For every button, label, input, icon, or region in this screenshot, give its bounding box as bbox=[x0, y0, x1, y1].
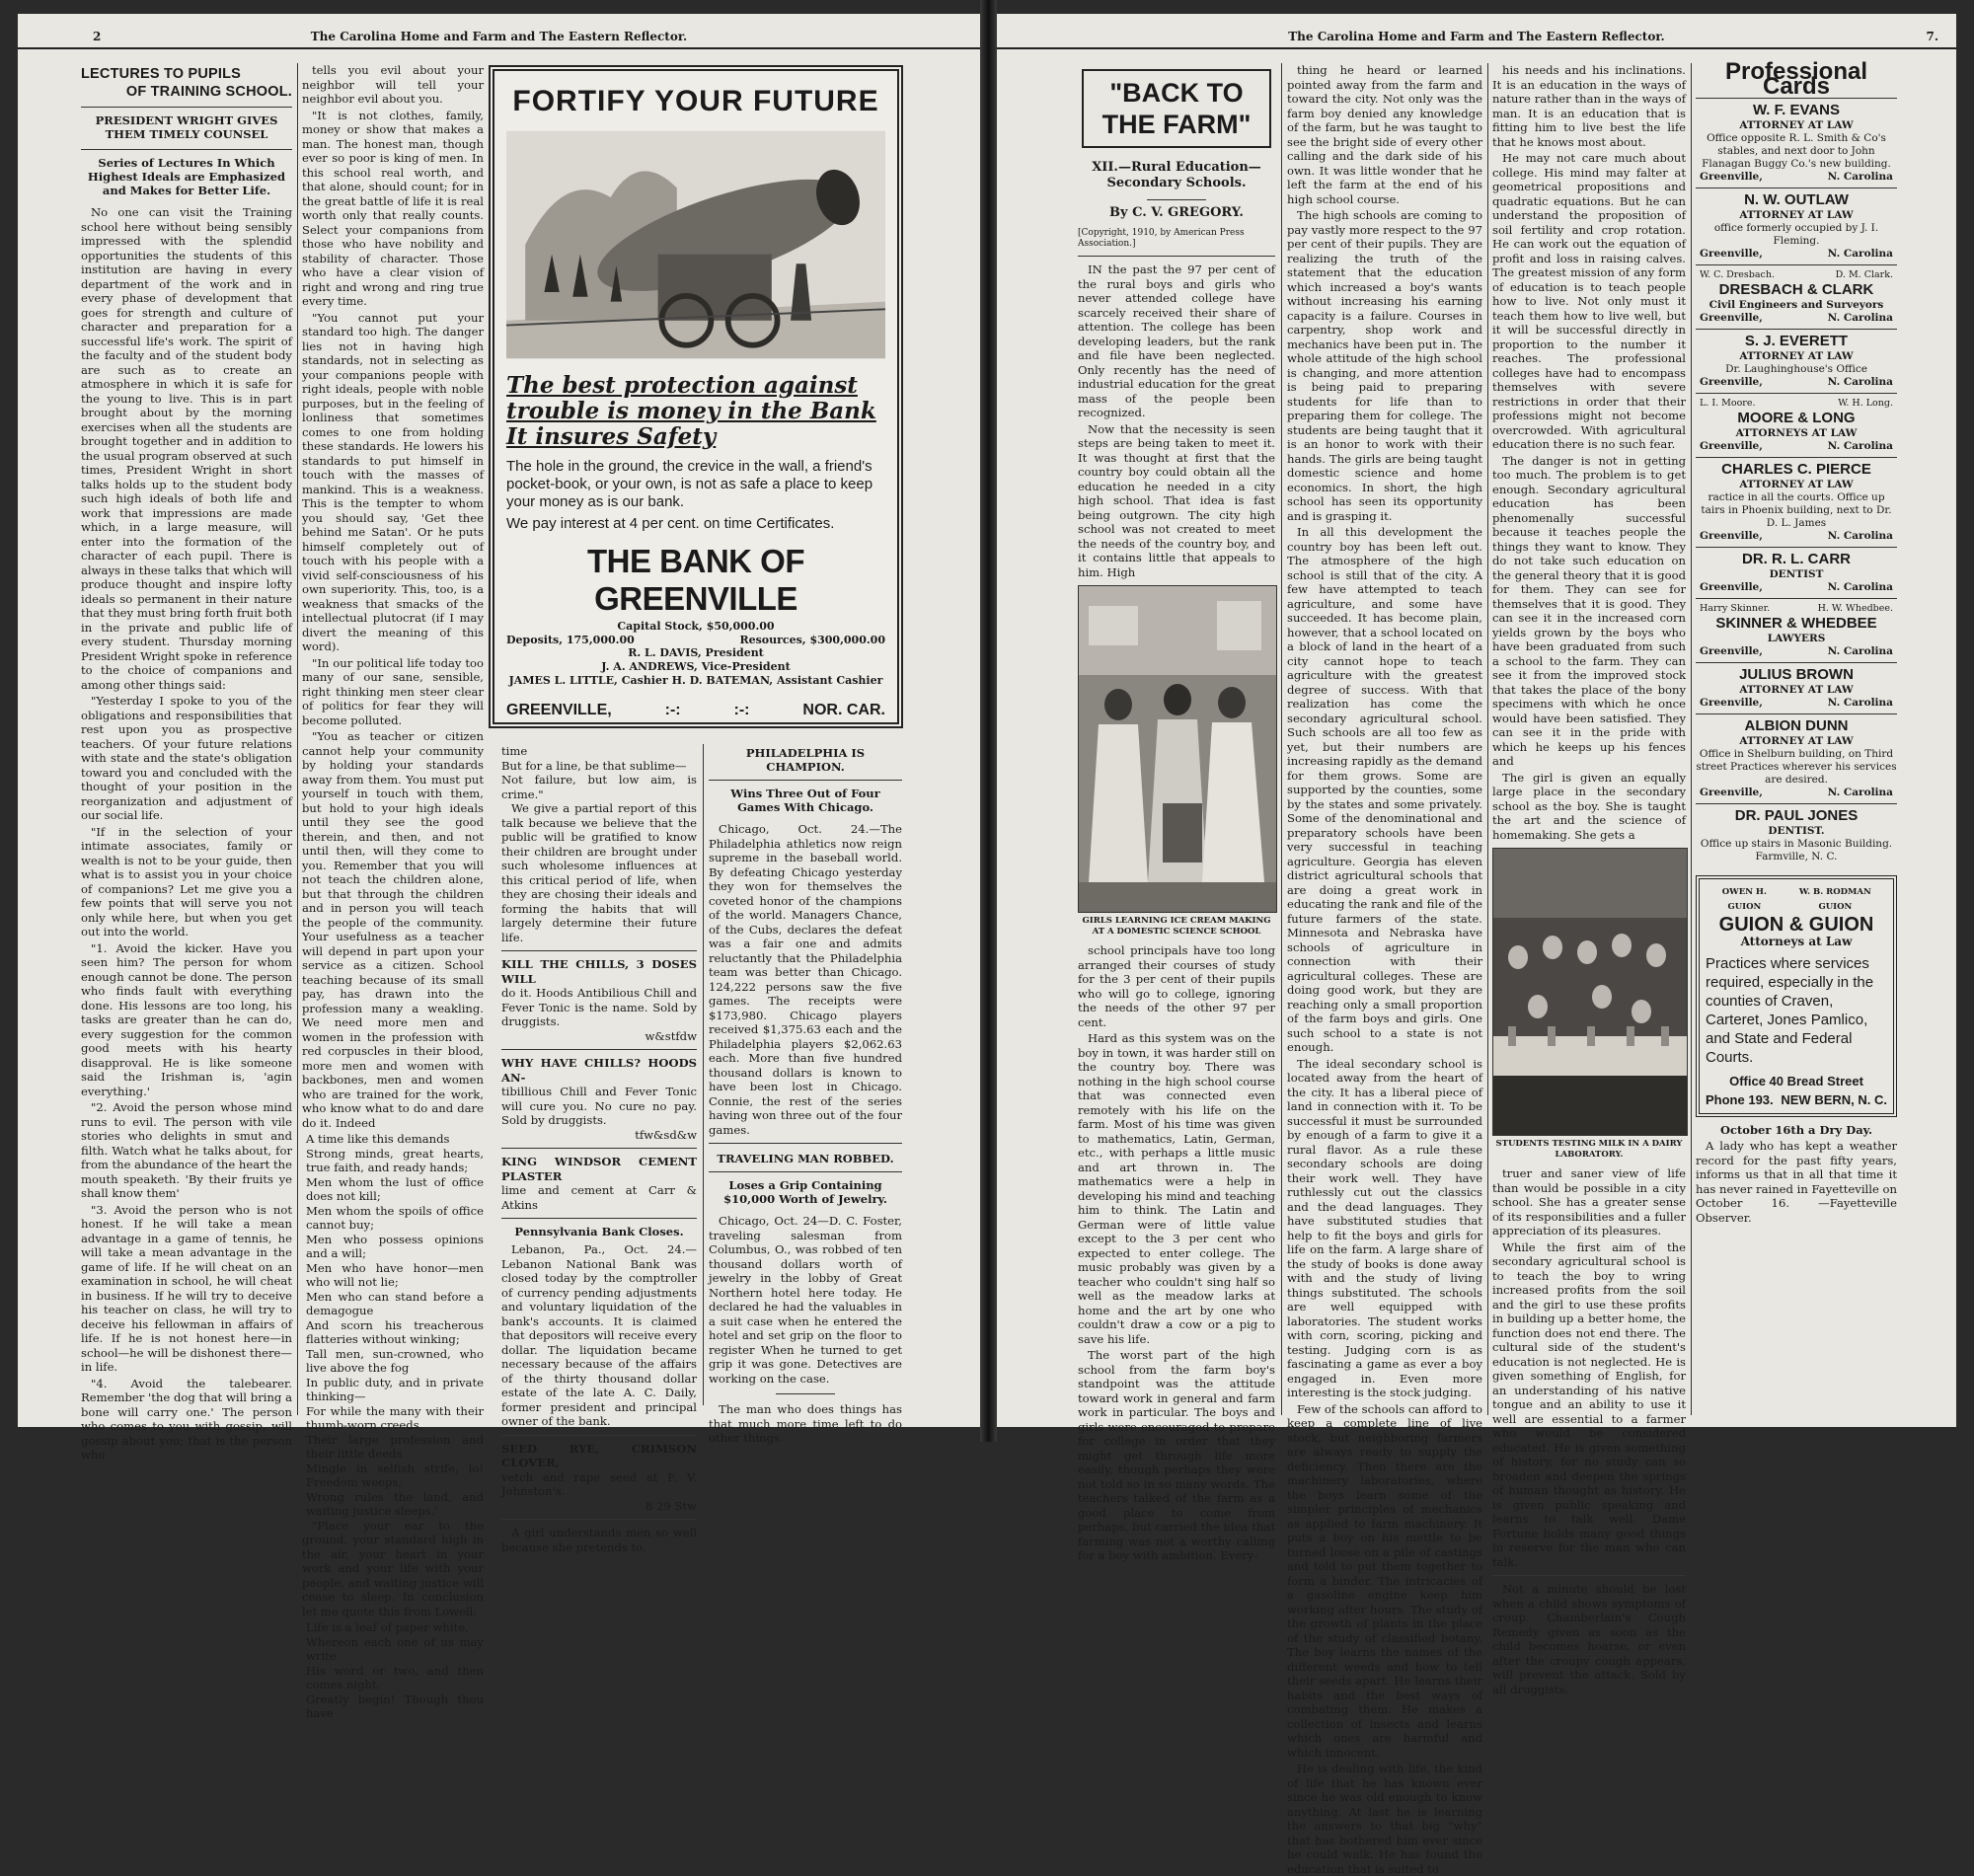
card-state: N. Carolina bbox=[1827, 312, 1893, 324]
lectures-paragraph: "4. Avoid the talebearer. Remember 'the dog that will bring a bone will carry one.' The person who comes to you with gossip, will gossip about you; that is the person who bbox=[81, 1376, 292, 1462]
card-body: Office up stairs in Masonic Building. Farmville, N. C. bbox=[1700, 838, 1893, 863]
farm-title-line-2: THE FARM" bbox=[1101, 110, 1252, 139]
ad-body: tibillious Chill and Fever Tonic will cure you. No cure no pay. Sold by druggists. bbox=[501, 1085, 697, 1127]
right-running-header bbox=[997, 26, 1956, 49]
guion-body: Practices where services required, especially in the counties of Craven, Carteret, Jones Pamlico, and State and Federal Courts. bbox=[1706, 955, 1874, 1066]
farm-paragraph: While the first aim of the secondary agricultural school is to teach the boy to wring increased profits from the soil and the girl to use these profits in building up a better home, the function does not end there. The cultural side of the student's education is not neglected. He is given something of English, for an understanding of his native tongue and an ability to use it well are essential to a farmer who would be considered educated. He is given something of history, for no study can so broaden and deepen the springs of human thought as history. He is given public speaking and learns to talk well. Dame Fortune holds many good things in reserve for the man who can talk. bbox=[1492, 1239, 1686, 1569]
poem-line: And scorn his treacherous flatteries without winking; bbox=[306, 1317, 484, 1346]
card-town: Greenville, bbox=[1700, 697, 1763, 709]
card-state: N. Carolina bbox=[1827, 645, 1893, 657]
guion-phone: Phone 193. bbox=[1706, 1091, 1774, 1107]
card-state: N. Carolina bbox=[1827, 530, 1893, 542]
card-body: office formerly occupied by J. I. Fleming. bbox=[1713, 222, 1879, 247]
news-column-4 bbox=[709, 744, 902, 1445]
farm-paragraph: his needs and his inclinations. It is an education in the ways of nature rather than in the ways of man. It is an education that is fitting him to live best the life that he knows most about. bbox=[1492, 63, 1686, 149]
poem-line: Men who can stand before a demagogue bbox=[306, 1289, 484, 1317]
news-dek: Loses a Grip Containing $10,000 Worth of Jewelry. bbox=[723, 1178, 887, 1206]
card-profession: ATTORNEY AT LAW bbox=[1739, 119, 1854, 131]
lectures-paragraph: "You as teacher or citizen cannot help your community by holding your standards away from them. You must put yourself in touch with them, but hold to your high ideals until they see the good therein, and then, and not until then, will they come to you. Remember that you will not teach the children alone, but that through the children and in person you will teach the people of the community. Your usefulness as a teacher will depend in part upon your service as a citizen. School teaching because of its small pay, has drawn into the profession many a weakling. We need more men and women in the profession with red corpuscles in their blood, more men and women with backbones, men and women who are trained for the work, who know what to do and dare do it. Indeed bbox=[302, 729, 484, 1130]
left-page-number: 2 bbox=[93, 30, 102, 43]
bank-vice-president: J. A. ANDREWS, Vice-President bbox=[601, 660, 791, 673]
bank-cashiers: JAMES L. LITTLE, Cashier H. D. BATEMAN, Assistant Cashier bbox=[508, 674, 883, 687]
news-headline: Pennsylvania Bank Closes. bbox=[514, 1225, 684, 1238]
poem-line: Tall men, sun-crowned, who live above the fog bbox=[306, 1346, 484, 1375]
card-state: N. Carolina bbox=[1827, 697, 1893, 709]
ad-body: lime and cement at Carr & Atkins bbox=[501, 1183, 697, 1212]
farm-paragraph: The high schools are coming to pay vastly more respect to the 97 per cent of their pupils. They are realizing the truth of the statement that the education which increased a boy's wants without increasing his earning capacity is a failure. Courses in carpentry, shop work and mechanics have been put in. The whole attitude of the high school is changing, and more attention is being paid to preparing students for life than to preparing them for college. The students are being taught that it is an honor to work with their hands. The girls are being taught domestic science and home economics. In short, the high school has seen its opportunity and is grasping it. bbox=[1287, 208, 1482, 523]
card-name: JULIUS BROWN bbox=[1739, 666, 1854, 683]
card-albion-dunn bbox=[1696, 713, 1897, 803]
farm-copyright: [Copyright, 1910, by American Press Association.] bbox=[1078, 228, 1245, 249]
lectures-paragraph: We give a partial report of this talk because we believe that the public will be gratified to know their children are brought under such wholesome influences at this critical period of life, when they are chosing their ideals and forming the habits that will largely determine their future life. bbox=[501, 801, 697, 944]
card-state: N. Carolina bbox=[1827, 581, 1893, 593]
farm-byline: By C. V. GREGORY. bbox=[1109, 205, 1244, 220]
card-partner: Harry Skinner. bbox=[1700, 603, 1771, 614]
dry-day-paragraph: A lady who has kept a weather record for the past fifty years, informs us that in all that time it has never rained in Fayetteville on October 16. —Fayetteville Observer. bbox=[1696, 1139, 1897, 1225]
card-state: N. Carolina bbox=[1827, 171, 1893, 183]
card-profession: DENTIST. bbox=[1768, 825, 1825, 837]
poem-line: Life is a leaf of paper white, bbox=[306, 1620, 469, 1634]
lectures-paragraph: "2. Avoid the person whose mind runs to evil. The person with vile stories who delights in smut and filth. Watch what he talks about, for from the abundance of the heart the mouth speaketh. 'By their fruits ye shall know them' bbox=[81, 1100, 293, 1200]
news-paragraph: Lebanon, Pa., Oct. 24.—Lebanon National Bank was closed today by the comptroller of currency pending adjustments and voluntary liquidation of the bank's accounts. It is claimed that depositors will receive every dollar. The liquidation became necessary because of the affairs of the thirty thousand dollar estate of the late A. C. Daily, former president and principal owner of the bank. bbox=[501, 1242, 697, 1428]
card-profession: ATTORNEYS AT LAW bbox=[1735, 427, 1858, 439]
poem-line: Men whom the lust of office does not kill; bbox=[306, 1174, 484, 1203]
poem-line: Wrong rules the land, and waiting justice sleeps.' bbox=[306, 1489, 484, 1518]
card-body: Office in Shelburn building, on Third street Practices wherever his services are desired. bbox=[1696, 748, 1897, 786]
card-profession: ATTORNEY AT LAW bbox=[1739, 479, 1854, 490]
news-dek: Wins Three Out of Four Games With Chicago. bbox=[730, 787, 880, 814]
news-headline: PHILADELPHIA IS CHAMPION. bbox=[745, 746, 866, 774]
poem-line: Whereon each one of us may write bbox=[306, 1634, 484, 1663]
poem-line: Men whom the spoils of office cannot buy; bbox=[306, 1203, 484, 1232]
card-skinner-whedbee bbox=[1696, 598, 1897, 662]
card-partner: D. M. Clark. bbox=[1835, 269, 1893, 280]
card-paul-jones bbox=[1696, 803, 1897, 867]
farm-column-3 bbox=[1492, 63, 1686, 1696]
card-moore-long bbox=[1696, 393, 1897, 457]
left-newspaper-page bbox=[18, 14, 980, 1720]
card-town: Greenville, bbox=[1700, 787, 1763, 798]
ad-code: tfw&sd&w bbox=[635, 1127, 697, 1142]
card-name: ALBION DUNN bbox=[1744, 717, 1849, 734]
poem-line: Not failure, but low aim, is crime." bbox=[501, 773, 697, 801]
left-running-header bbox=[18, 26, 980, 49]
card-pierce bbox=[1696, 457, 1897, 547]
lectures-paragraph: "In our political life today too many of our sane, sensible, right thinking men steer clear of politics for fear they will become polluted. bbox=[302, 655, 484, 727]
lectures-paragraph: tells you evil about your neighbor will tell your neighbor evil about you. bbox=[302, 63, 484, 106]
lectures-dek: Series of Lectures In Which Highest Ideals are Emphasized and Makes for Better Life. bbox=[87, 156, 286, 197]
card-partner: W. C. Dresbach. bbox=[1700, 269, 1775, 280]
dairy-laboratory-photo bbox=[1492, 848, 1688, 1136]
lectures-subhead: PRESIDENT WRIGHT GIVES THEM TIMELY COUNSEL bbox=[95, 113, 278, 141]
card-name: CHARLES C. PIERCE bbox=[1721, 461, 1871, 478]
farm-column-2 bbox=[1287, 63, 1482, 1876]
farm-paragraph: The danger is not in getting too much. The problem is to get enough. Secondary agricultural education has been phenomenally successful because it teaches people the things they want to know. They do not take such education on the general theory that it is good for them. They can see for themselves that it is good. They can see it in the increased corn yields grown by the boys who have been graduated from such a school to the farm. They can see it from the improved stock that takes the place of the bony specimens with which he once would have been satisfied. They can see it in the pride with which he keeps up his fences and bbox=[1492, 453, 1686, 768]
bank-state: NOR. CAR. bbox=[802, 702, 885, 718]
poem-line: time bbox=[501, 744, 528, 758]
card-profession: ATTORNEY AT LAW bbox=[1739, 735, 1854, 747]
card-profession: LAWYERS bbox=[1767, 633, 1826, 644]
professional-cards-title: Professional Cards bbox=[1724, 58, 1868, 100]
bank-ad-slogan: The best protection against trouble is money in the Bank It insures Safety bbox=[506, 372, 876, 450]
card-partner: L. I. Moore. bbox=[1700, 398, 1756, 409]
bank-ad-interest: We pay interest at 4 per cent. on time Certificates. bbox=[506, 515, 835, 532]
poem-line: Their large profession and their little deeds bbox=[306, 1432, 484, 1461]
card-profession: Civil Engineers and Surveyors bbox=[1708, 299, 1884, 311]
news-headline: TRAVELING MAN ROBBED. bbox=[717, 1152, 894, 1165]
news-paragraph: Chicago, Oct. 24—D. C. Foster, traveling salesman from Columbus, O., was robbed of ten thousand dollars worth of jewelry in the lobby of Great Northern hotel here today. He declared he had the valuables in a suit case when he entered the hotel and set grip on the floor to register When he turned to get grip it was gone. Detectives are working on the case. bbox=[709, 1214, 902, 1386]
card-town: Greenville, bbox=[1700, 171, 1763, 183]
bank-of-greenville-ad bbox=[489, 65, 903, 728]
card-profession: DENTIST bbox=[1769, 568, 1824, 580]
card-partner: W. H. Long. bbox=[1838, 398, 1893, 409]
farm-paragraph: Few of the schools can afford to keep a complete line of live stock, but neighboring farmers are always ready to supply the deficiency. Then there are the machinery laboratories, where the boys learn some of the simpler principles of mechanics as applied to farm machinery. It puts a boy on his mettle to be turned loose on a pile of castings and told to put them together to form a binder. The intricacies of a gasoline engine keep him working after hours. The study of the growth of plants in the place of the study of classified botany. The boy learns the names of the different weeds and how to tell their seeds apart. He learns their habits and the best ways of combating them. He makes a collection of insects and learns which ones are harmful and which innocent. bbox=[1287, 1401, 1482, 1760]
guion-subtitle: Attorneys at Law bbox=[1740, 934, 1853, 948]
card-everett bbox=[1696, 329, 1897, 393]
lectures-paragraph: "Place your ear to the ground, your standard high in the air, your heart in your work and your life with your people, and waiting justice will cease to sleep. In conclusion let me quote this from Lowell: bbox=[302, 1518, 484, 1618]
bank-separator: :-: bbox=[664, 702, 681, 718]
card-state: N. Carolina bbox=[1827, 248, 1893, 260]
bank-deposits: Deposits, 175,000.00 bbox=[506, 634, 635, 646]
lectures-headline-2: OF TRAINING SCHOOL. bbox=[125, 84, 292, 100]
ad-body: vetch and rape seed at F. V. Johnston's. bbox=[501, 1469, 697, 1498]
poem-line: Strong minds, great hearts, true faith, and ready hands; bbox=[306, 1146, 484, 1174]
photo-caption: GIRLS LEARNING ICE CREAM MAKING AT A DOMESTIC SCIENCE SCHOOL bbox=[1082, 916, 1271, 937]
card-profession: ATTORNEY AT LAW bbox=[1739, 684, 1854, 696]
farm-paragraph: thing he heard or learned pointed away from the farm and toward the city. Not only was the farm boy denied any knowledge of the farm, but he was taught to see the bright side of every other calling and the dark side of his own. It was little wonder that he left the farm at the end of his high school course. bbox=[1287, 63, 1482, 206]
poem-line: Men who possess opinions and a will; bbox=[306, 1232, 484, 1260]
left-running-title: The Carolina Home and Farm and The Eastern Reflector. bbox=[310, 30, 688, 43]
farm-paragraph: truer and saner view of life than would be possible in a city school. She has a greater sense of its responsibilities and a fuller appreciation of its pleasures. bbox=[1492, 1166, 1686, 1238]
poem-line: Men who have honor—men who will not lie; bbox=[306, 1260, 484, 1289]
guion-city: NEW BERN, N. C. bbox=[1781, 1091, 1887, 1107]
lectures-headline-1: LECTURES TO PUPILS bbox=[81, 66, 242, 82]
card-dresbach-clark bbox=[1696, 264, 1897, 329]
card-town: Greenville, bbox=[1700, 248, 1763, 260]
back-to-the-farm-title bbox=[1082, 69, 1271, 148]
poem-line: Greatly begin! Though thou have bbox=[306, 1691, 484, 1720]
right-running-title: The Carolina Home and Farm and The Eastern Reflector. bbox=[1288, 30, 1665, 43]
bank-ad-body: The hole in the ground, the crevice in the wall, a friend's pocket-book, or your own, is not as safe a place to keep your money as is our bank. bbox=[506, 458, 873, 510]
card-carr bbox=[1696, 547, 1897, 598]
farm-paragraph: He is dealing with life, the kind of life that he has known ever since he was old enough to know anything. At last he is learning the answers to that big "why" that has bothered him ever since he could walk. He has found the education that is suited to bbox=[1287, 1762, 1482, 1876]
guion-and-guion-ad bbox=[1696, 875, 1897, 1117]
card-julius-brown bbox=[1696, 662, 1897, 713]
card-outlaw bbox=[1696, 188, 1897, 264]
filler-paragraph: The man who does things has that much more time left to do other things. bbox=[709, 1402, 902, 1445]
bank-resources: Resources, $300,000.00 bbox=[739, 634, 885, 646]
lectures-column-2 bbox=[302, 63, 484, 1720]
poem-line: Mingle in selfish strife, lo! Freedom weeps, bbox=[306, 1461, 484, 1489]
guion-partner: W. B. RODMAN GUION bbox=[1798, 887, 1871, 912]
ad-headline: KILL THE CHILLS, 3 DOSES WILL bbox=[501, 957, 697, 986]
card-name: MOORE & LONG bbox=[1737, 410, 1856, 426]
ad-headline: SEED RYE, CRIMSON CLOVER, bbox=[501, 1441, 697, 1469]
card-town: Greenville, bbox=[1700, 645, 1763, 657]
bank-ad-title: FORTIFY YOUR FUTURE bbox=[512, 85, 879, 117]
lectures-paragraph: No one can visit the Training school here without being sensibly impressed with the splendid opportunities the students of this institution are having in every department of the work and in every phase of development that goes for strength and culture of character and preparation for a successful life's work. The spirit of the faculty and of the student body are such as to create an atmosphere in which it is safe for the young to live. This is in part brought about by the morning exercises when all the students are brought together and in addition to the usual program observed at such times, President Wright in short talks holds up to the student body such high ideals of both life and work that impressions are made which, in a large measure, will enter into the formation of the character of each pupil. There is always in these talks that which will produce thought and inspire lofty ideals so permanent in their nature that they must bring forth fruit both in the private and public life of every student. Thursday morning President Wright spoke in reference to the choice of companions and among other things said: bbox=[81, 205, 292, 692]
lectures-column-1 bbox=[81, 63, 293, 1462]
page-gutter bbox=[980, 0, 997, 1442]
card-town: Greenville, bbox=[1700, 530, 1763, 542]
card-name: DR. PAUL JONES bbox=[1734, 807, 1859, 824]
poem-line: But for a line, be that sublime— bbox=[501, 758, 687, 773]
lectures-paragraph: "1. Avoid the kicker. Have you seen him? The person for whom enough cannot be done. The person who finds fault with everything done. His lessons are too long, his tasks are greater than he can do, every suggestion for the common good meets with his hearty disapproval. He is like someone said the Irishman is, 'agin everything.' bbox=[81, 940, 292, 1098]
card-town: Greenville, bbox=[1700, 376, 1763, 388]
bank-president: R. L. DAVIS, President bbox=[628, 646, 764, 659]
farm-paragraph: The ideal secondary school is located away from the heart of the city. It has a liberal piece of land in connection with it. To be successful it must be surrounded by enough of a farm to give it a rural flavor. As a rule these secondary schools are doing their work well. They have ruthlessly cut out the classics and the dead languages. They have substituted studies that help to fit the boys and girls for life on the farm. A large share of the study of books is done away with and the study of living things substituted. The schools are well equipped with laboratories. The student works with corn, scoring, picking and testing. Judging corn is as fascinating a game as ever a boy engaged in. Even more interesting is the stock judging. bbox=[1287, 1056, 1482, 1399]
card-name: W. F. EVANS bbox=[1752, 102, 1841, 118]
farm-column-1 bbox=[1078, 63, 1275, 1562]
lectures-paragraph: "Yesterday I spoke to you of the obligations and responsibilities that rest upon you as prospective teachers. Of your future relations with state and the state's obligation toward you and concluded with the thought of your position in the reorganization and adjustment of our social life. bbox=[81, 694, 292, 822]
guion-office: Office 40 Bread Street bbox=[1729, 1074, 1863, 1088]
card-evans bbox=[1696, 98, 1897, 188]
bank-city: GREENVILLE, bbox=[506, 702, 612, 718]
card-body: Dr. Laughinghouse's Office bbox=[1725, 363, 1867, 375]
farm-paragraph: Hard as this system was on the boy in town, it was harder still on the country boy. There was nothing in the high school course that was connected even remotely with his life on the farm. Most of his time was given to mathematics, Latin, German, etc., with perhaps a little music and art thrown in. The mathematics were a help in developing his mind and teaching him to think. The Latin and German were of little value except to the 3 per cent who expected to enter college. The music probably was given by a teacher who couldn't sing half so well as the meadow larks at home and the art by one who couldn't draw a cow or a pig to save his life. bbox=[1078, 1031, 1275, 1346]
ice-cream-photo bbox=[1078, 585, 1277, 913]
photo-caption: STUDENTS TESTING MILK IN A DAIRY LABORATORY. bbox=[1495, 1139, 1683, 1160]
guion-partner: OWEN H. GUION bbox=[1721, 887, 1767, 912]
lectures-paragraph: "If in the selection of your intimate associates, family or wealth is not to be your guide, then what is to assist you in your choice of companions? Let me give you a few points that will serve you not only while here, but when you get out into the world. bbox=[81, 824, 292, 938]
ad-headline: WHY HAVE CHILLS? HOODS AN- bbox=[501, 1056, 697, 1085]
card-town: Greenville, bbox=[1700, 581, 1763, 593]
card-name: DRESBACH & CLARK bbox=[1718, 281, 1874, 298]
bank-separator: :-: bbox=[733, 702, 750, 718]
filler-paragraph: A girl understands men so well because she pretends to. bbox=[501, 1526, 697, 1554]
right-page-number: 7. bbox=[1926, 30, 1938, 43]
farm-paragraph: school principals have too long arranged their courses of study for the 3 per cent of their pupils who will go to college, ignoring the needs of the other 97 per cent. bbox=[1078, 943, 1275, 1029]
ad-code: w&stfdw bbox=[645, 1028, 697, 1043]
poem-line: For while the many with their thumb-worn creeds, bbox=[306, 1403, 484, 1432]
fortress-cannon-illustration bbox=[506, 126, 885, 363]
farm-paragraph: IN the past the 97 per cent of the rural boys and girls who never attended college have scarcely received their share of attention. The college has been developing leaders, but the rank and file have been neglected. Only recently has the need of industrial education for the great mass of the people been recognized. bbox=[1078, 263, 1275, 419]
right-newspaper-page bbox=[997, 14, 1956, 1876]
card-state: N. Carolina bbox=[1827, 440, 1893, 452]
card-body: Office opposite R. L. Smith & Co's stables, and next door to John Flanagan Buggy Co.'s new building. bbox=[1702, 132, 1891, 170]
card-state: N. Carolina bbox=[1827, 376, 1893, 388]
farm-subtitle: XII.—Rural Education—Secondary Schools. bbox=[1092, 160, 1261, 190]
card-partner: H. W. Whedbee. bbox=[1817, 603, 1893, 614]
dry-day-headline: October 16th a Dry Day. bbox=[1719, 1123, 1873, 1137]
ad-headline: KING WINDSOR CEMENT PLASTER bbox=[501, 1155, 697, 1183]
farm-paragraph: He may not care much about college. His mind may falter at geometrical propositions and quadratic equations. But he can understand the proposition of soil fertility and crop rotation. He can work out the equation of profit and loss in raising calves. The greatest mission of any form of education is to teach people how to live. Not only must it teach them how to live well, but it will be successful directly in proportion to the number it reaches. The professional colleges have had to encompass themselves with severe restrictions in order that their professions might not become overcrowded. With agricultural education there is no such fear. bbox=[1492, 151, 1686, 451]
news-paragraph: Chicago, Oct. 24.—The Philadelphia athletics now reign supreme in the baseball world. By defeating Chicago yesterday they won for themselves the coveted honor of the champions of the world. Managers Chance, of the Cubs, declares the defeat was a fair one and admits reluctantly that the Philadelphia team was better than Chicago. 124,222 persons saw the five games. The receipts were $173,980. Chicago players received $1,375.63 each and the Philadelphia players $2,062.63 each. More than five hundred thousand dollars is known to have been lost in Chicago. Connie, the rest of the series having won three out of the four games. bbox=[709, 822, 902, 1137]
farm-paragraph: The girl is given an equally large place in the secondary school as the boy. She is taught the art and the science of homemaking. She gets a bbox=[1492, 770, 1686, 842]
card-body: ractice in all the courts. Office up tairs in Phoenix building, next to Dr. D. L. James bbox=[1701, 491, 1892, 529]
farm-paragraph: Now that the necessity is seen steps are being taken to meet it. It was thought at first that the country boy could obtain all the education he needed in a city high school. That idea is fast being outgrown. The city high school was not created to meet the needs of the country boy, and it contains little that appeals to him. High bbox=[1078, 421, 1275, 579]
card-name: N. W. OUTLAW bbox=[1744, 191, 1849, 208]
card-town: Greenville, bbox=[1700, 312, 1763, 324]
card-name: DR. R. L. CARR bbox=[1742, 551, 1851, 567]
poem-line: A time like this demands bbox=[306, 1132, 450, 1146]
poem-line: His word or two, and then comes night. bbox=[306, 1663, 484, 1691]
croup-remedy-paragraph: Not a minute should be lost when a child shows symptoms of croup. Chamberlain's Cough Remedy given as soon as the child becomes hoarse, or even after the croupy cough appears, will prevent the attack. Sold by all druggists. bbox=[1492, 1582, 1686, 1696]
poem-line: In public duty, and in private thinking— bbox=[306, 1375, 484, 1403]
card-name: S. J. EVERETT bbox=[1744, 333, 1849, 349]
ad-code: 8 29 Stw bbox=[645, 1498, 697, 1513]
card-profession: ATTORNEY AT LAW bbox=[1739, 209, 1854, 221]
farm-paragraph: In all this development the country boy has been left out. The atmosphere of the high school is still that of the city. A few have attempted to teach agriculture, and some have succeeded. It has become plain, however, that a school located on a block of land in the heart of a city cannot hope to teach agriculture with the greatest degree of success. With that realization has come the secondary agricultural school. Such schools are all too few as yet, but their numbers are increasing rapidly as the demand for them grows. Some are supported by the counties, some by the states and some privately. Some of the denominational and preparatory schools have been very successful in teaching agriculture. Georgia has eleven district agricultural schools that are doing a great work in educating the rank and file of the future farmers of the state. Minnesota and Nebraska have schools of agriculture in connection with their agricultural colleges. These are doing good work, but they are reaching only a small proportion of the farm boys and girls. One such school to a state is not enough. bbox=[1287, 525, 1482, 1054]
bank-capital: Capital Stock, $50,000.00 bbox=[617, 620, 775, 633]
lectures-paragraph: "You cannot put your standard too high. The danger lies not in having high standards, not in selecting as your companions people with right ideals, people with noble purposes, but in the feeling of lonliness that sometimes comes to one from holding these standards. He lowers his standards to put himself in touch with the masses of mankind. This is a weakness. This is the tempter to whom you should say, 'Get thee behind me Satan'. Or he puts himself completely out of touch with his people with a vivid self-consciousness of his own superiority. This, too, is a weakness that smacks of the intellectual plutocrat (if I may divert the meaning of this word). bbox=[302, 310, 484, 653]
card-town: Greenville, bbox=[1700, 440, 1763, 452]
card-state: N. Carolina bbox=[1827, 787, 1893, 798]
card-name: SKINNER & WHEDBEE bbox=[1715, 615, 1877, 632]
lectures-paragraph: "3. Avoid the person who is not honest. If he will take a mean advantage in a game of tennis, he will take a mean advantage in the game of life. If he will cheat on an examination in school, he will cheat in business. If he will try to deceive his teacher on class, he will try to deceive his fellowman in affairs of life. If he is not honest here—in school—he will be dishonest there—in life. bbox=[81, 1202, 292, 1374]
guion-title: GUION & GUION bbox=[1718, 914, 1874, 936]
lectures-paragraph: "It is not clothes, family, money or show that makes a man. The honest man, though ever so poor is king of men. In this school real worth, and that alone, should count; for in the great battle of life it is real worth only that really counts. Select your companions from those who have nobility and stability of character. Those who have a clear vision of right and wrong and ring true every time. bbox=[302, 108, 484, 308]
card-profession: ATTORNEY AT LAW bbox=[1739, 350, 1854, 362]
farm-title-line-1: "BACK TO bbox=[1109, 78, 1244, 108]
professional-cards-column bbox=[1696, 58, 1897, 1415]
farm-paragraph: The worst part of the high school from the farm boy's standpoint was the attitude toward work in general and farm work in particular. The boys and girls were encouraged to prepare for college in order that they might get through life more easily, though perhaps they were not told so in so many words. The teachers talked of the farm as a good place to come from perhaps, but carried the idea that farming was not a worthy calling for a boy with ambition. Every- bbox=[1078, 1348, 1275, 1562]
ad-body: do it. Hoods Antibilious Chill and Fever Tonic is the name. Sold by druggists. bbox=[501, 986, 697, 1028]
misc-column-3 bbox=[501, 744, 697, 1554]
bank-name: THE BANK OF GREENVILLE bbox=[587, 543, 804, 617]
